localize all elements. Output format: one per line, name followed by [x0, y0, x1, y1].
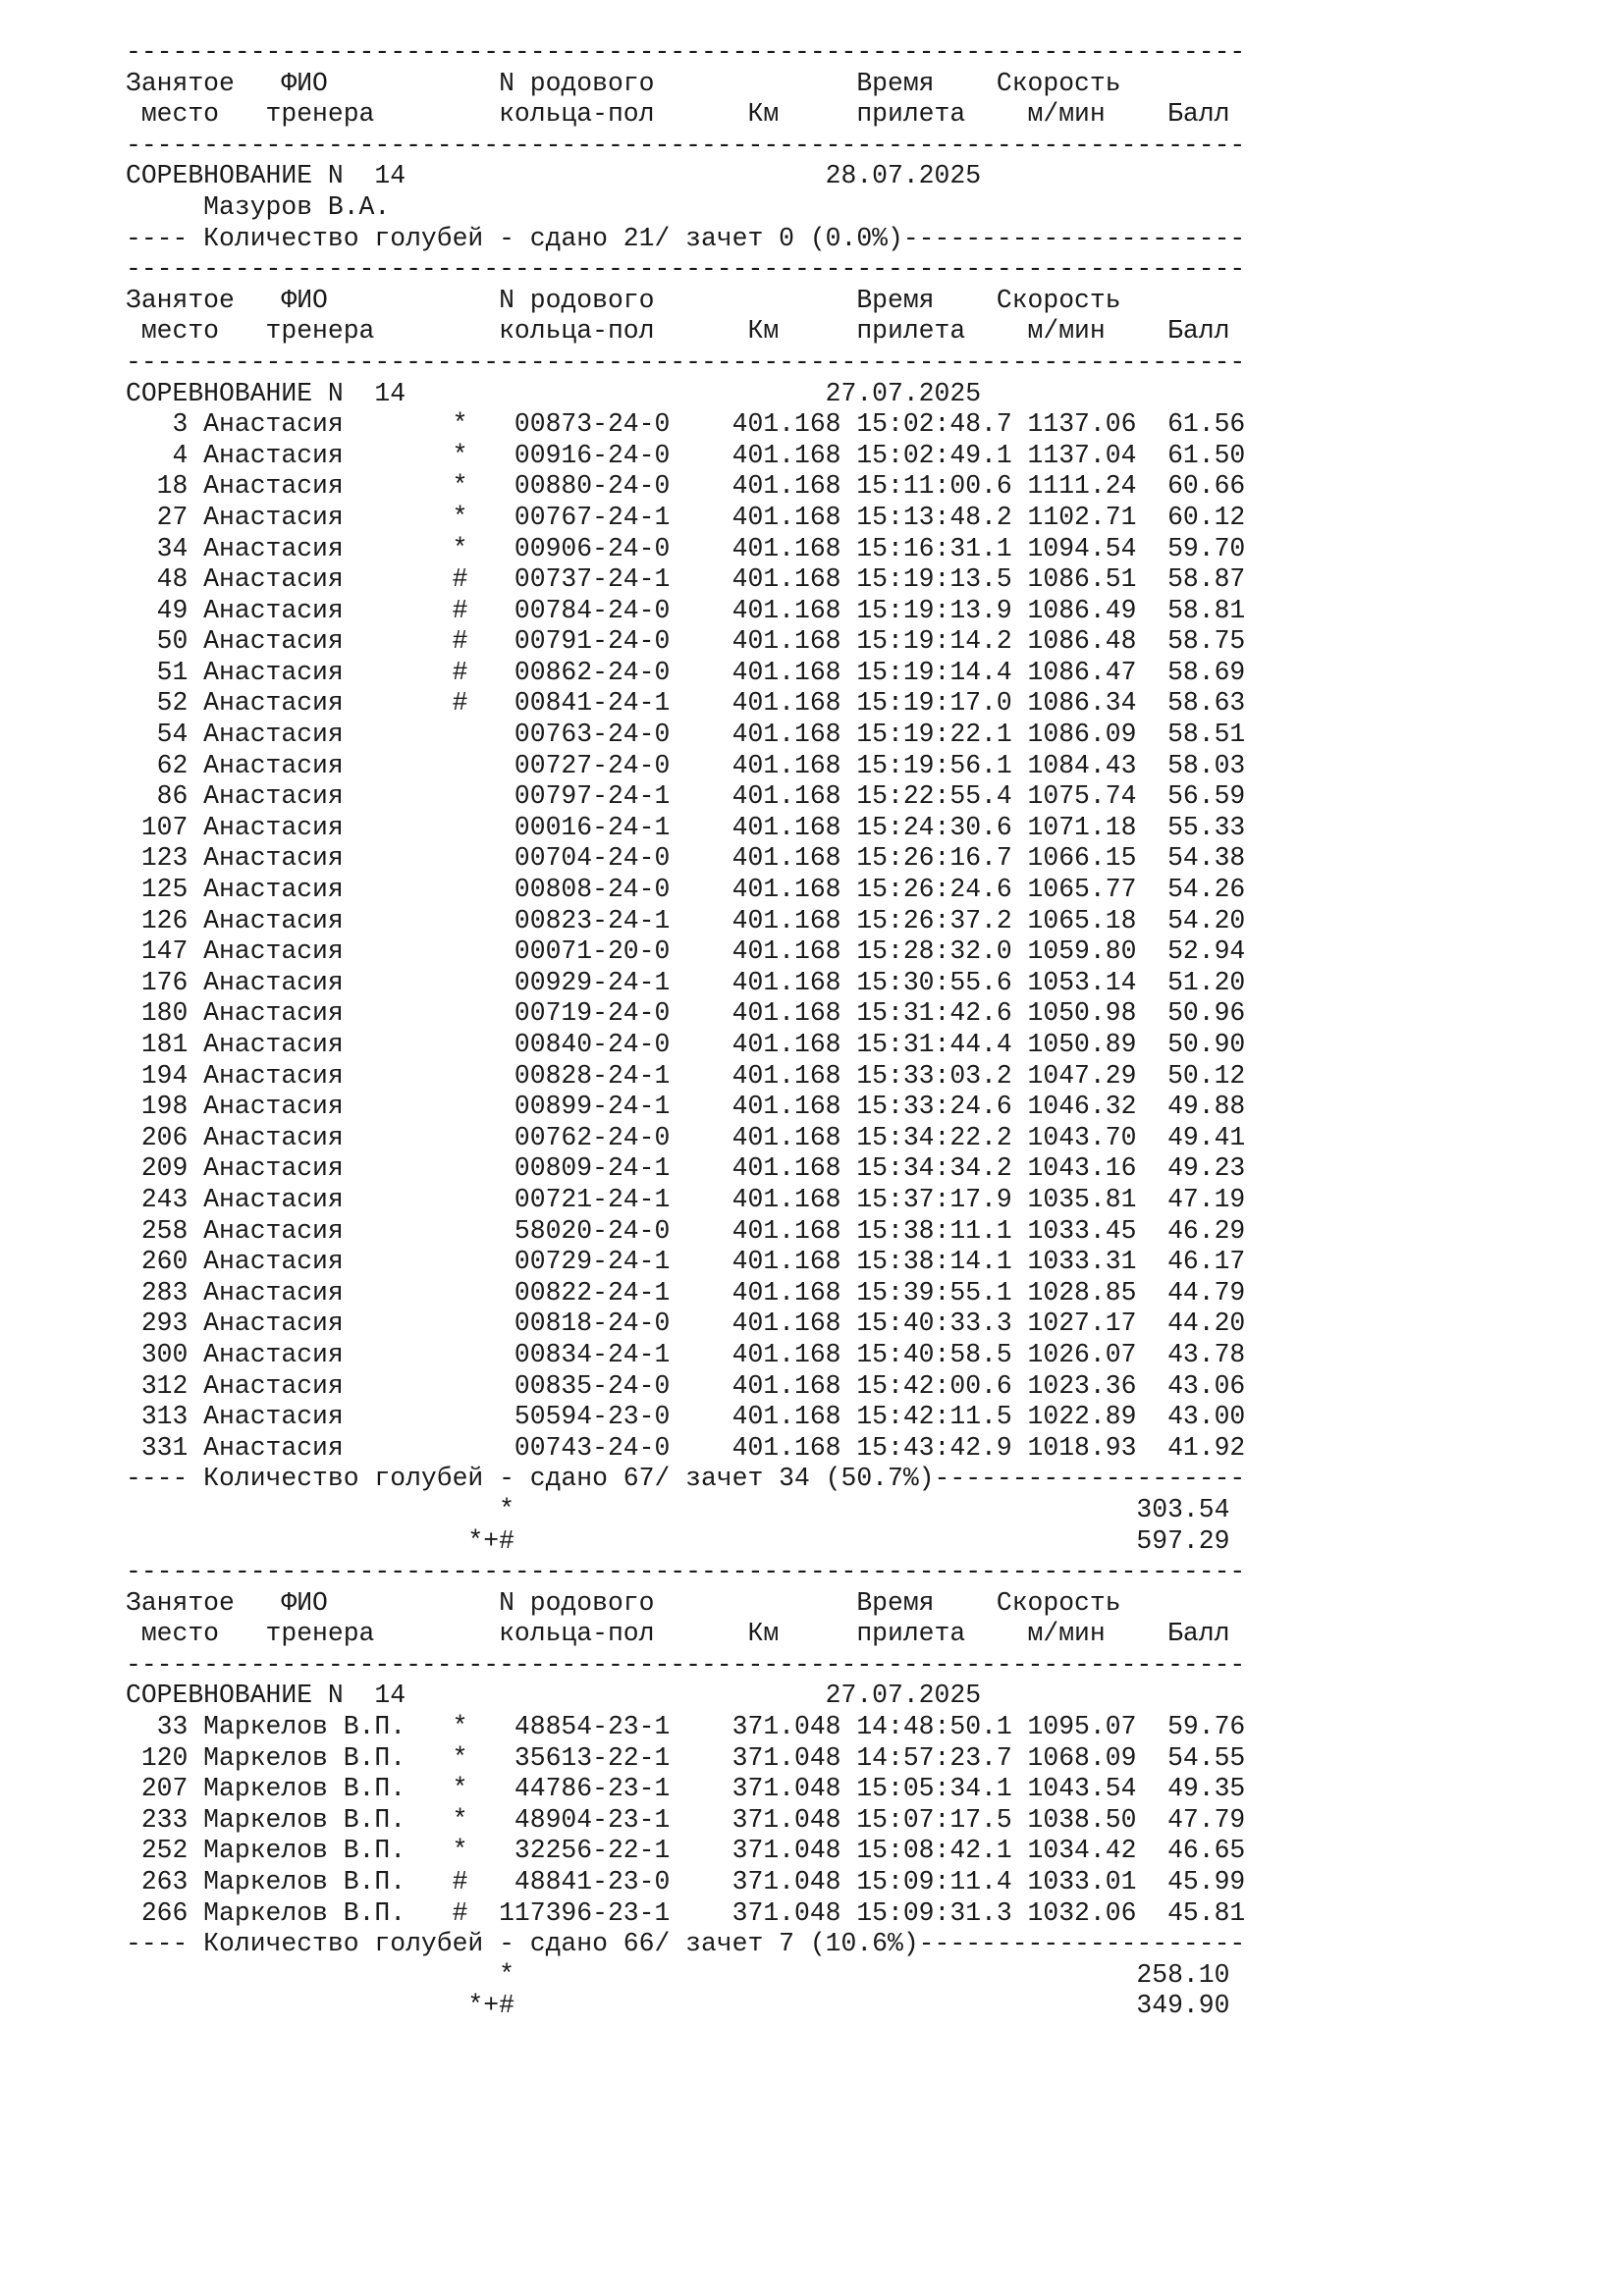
table-row: 126 Анастасия 00823-24-1 401.168 15:26:37.2 1065.18 54.20: [126, 905, 1246, 935]
table-row: 293 Анастасия 00818-24-0 401.168 15:40:33.3 1027.17 44.20: [126, 1308, 1246, 1339]
table-row: 33 Маркелов В.П. * 48854-23-1 371.048 14:48:50.1 1095.07 59.76: [126, 1712, 1246, 1742]
table-row: 107 Анастасия 00016-24-1 401.168 15:24:30.6 1071.18 55.33: [126, 812, 1246, 842]
table-row: 207 Маркелов В.П. * 44786-23-1 371.048 15:05:34.1 1043.54 49.35: [126, 1774, 1246, 1804]
table-row: 176 Анастасия 00929-24-1 401.168 15:30:55.6 1053.14 51.20: [126, 967, 1246, 997]
column-header-line-1: Занятое ФИО N родового Время Скорость: [126, 68, 1121, 98]
table-row: 49 Анастасия # 00784-24-0 401.168 15:19:13.9 1086.49 58.81: [126, 595, 1246, 625]
table-row: 48 Анастасия # 00737-24-1 401.168 15:19:13.5 1086.51 58.87: [126, 564, 1246, 595]
table-row: 180 Анастасия 00719-24-0 401.168 15:31:42.6 1050.98 50.96: [126, 998, 1246, 1029]
table-row: 52 Анастасия # 00841-24-1 401.168 15:19:17.0 1086.34 58.63: [126, 688, 1246, 719]
table-row: 86 Анастасия 00797-24-1 401.168 15:22:55.4 1075.74 56.59: [126, 781, 1246, 812]
table-row: 243 Анастасия 00721-24-1 401.168 15:37:17.9 1035.81 47.19: [126, 1184, 1246, 1214]
divider-line: ------------------------------------------------------------------------: [126, 1649, 1246, 1680]
divider-line: ------------------------------------------------------------------------: [126, 1557, 1246, 1587]
table-row: 233 Маркелов В.П. * 48904-23-1 371.048 15:07:17.5 1038.50 47.79: [126, 1804, 1246, 1835]
table-row: 3 Анастасия * 00873-24-0 401.168 15:02:48.7 1137.06 61.56: [126, 409, 1246, 440]
section-summary-line: ---- Количество голубей - сдано 21/ зачет 0 (0.0%)----------------------: [126, 223, 1246, 253]
table-row: 258 Анастасия 58020-24-0 401.168 15:38:11.1 1033.45 46.29: [126, 1215, 1246, 1246]
divider-line: ------------------------------------------------------------------------: [126, 37, 1246, 67]
table-row: 312 Анастасия 00835-24-0 401.168 15:42:00.6 1023.36 43.06: [126, 1370, 1246, 1401]
table-row: 62 Анастасия 00727-24-0 401.168 15:19:56.1 1084.43 58.03: [126, 750, 1246, 780]
table-row: 27 Анастасия * 00767-24-1 401.168 15:13:48.2 1102.71 60.12: [126, 502, 1246, 532]
table-row: 206 Анастасия 00762-24-0 401.168 15:34:22.2 1043.70 49.41: [126, 1122, 1246, 1152]
section-summary-line: * 258.10: [126, 1959, 1230, 1990]
table-row: 51 Анастасия # 00862-24-0 401.168 15:19:14.4 1086.47 58.69: [126, 657, 1246, 687]
section-summary-line: ---- Количество голубей - сдано 67/ зачет 34 (50.7%)--------------------: [126, 1464, 1246, 1494]
table-row: 283 Анастасия 00822-24-1 401.168 15:39:55.1 1028.85 44.79: [126, 1277, 1246, 1308]
table-row: 181 Анастасия 00840-24-0 401.168 15:31:44.4 1050.89 50.90: [126, 1030, 1246, 1059]
results-report: [126, 37, 1245, 2022]
table-row: 198 Анастасия 00899-24-1 401.168 15:33:24.6 1046.32 49.88: [126, 1092, 1246, 1122]
section-summary-line: * 303.54: [126, 1494, 1230, 1524]
table-row: 147 Анастасия 00071-20-0 401.168 15:28:32.0 1059.80 52.94: [126, 936, 1246, 967]
table-row: 263 Маркелов В.П. # 48841-23-0 371.048 15:09:11.4 1033.01 45.99: [126, 1867, 1246, 1897]
divider-line: ------------------------------------------------------------------------: [126, 130, 1246, 160]
table-row: 18 Анастасия * 00880-24-0 401.168 15:11:00.6 1111.24 60.66: [126, 471, 1246, 502]
table-row: 194 Анастасия 00828-24-1 401.168 15:33:03.2 1047.29 50.12: [126, 1060, 1246, 1091]
table-row: 120 Маркелов В.П. * 35613-22-1 371.048 14:57:23.7 1068.09 54.55: [126, 1742, 1246, 1773]
competition-title: СОРЕВНОВАНИЕ N 14 27.07.2025: [126, 1681, 982, 1711]
column-header-line-1: Занятое ФИО N родового Время Скорость: [126, 285, 1121, 315]
table-row: 123 Анастасия 00704-24-0 401.168 15:26:16.7 1066.15 54.38: [126, 843, 1246, 874]
table-row: 331 Анастасия 00743-24-0 401.168 15:43:42.9 1018.93 41.92: [126, 1432, 1246, 1463]
table-row: 209 Анастасия 00809-24-1 401.168 15:34:34.2 1043.16 49.23: [126, 1153, 1246, 1184]
table-row: 300 Анастасия 00834-24-1 401.168 15:40:58.5 1026.07 43.78: [126, 1339, 1246, 1369]
table-row: 313 Анастасия 50594-23-0 401.168 15:42:11.5 1022.89 43.00: [126, 1402, 1246, 1432]
section-summary-line: ---- Количество голубей - сдано 66/ зачет 7 (10.6%)---------------------: [126, 1929, 1246, 1959]
section-summary-line: *+# 597.29: [126, 1525, 1230, 1556]
table-row: 34 Анастасия * 00906-24-0 401.168 15:16:31.1 1094.54 59.70: [126, 533, 1246, 563]
table-row: 54 Анастасия 00763-24-0 401.168 15:19:22.1 1086.09 58.51: [126, 720, 1246, 750]
table-row: 50 Анастасия # 00791-24-0 401.168 15:19:14.2 1086.48 58.75: [126, 626, 1246, 657]
competition-title: СОРЕВНОВАНИЕ N 14 28.07.2025: [126, 161, 982, 191]
table-row: 252 Маркелов В.П. * 32256-22-1 371.048 15:08:42.1 1034.42 46.65: [126, 1836, 1246, 1866]
table-row: 266 Маркелов В.П. # 117396-23-1 371.048 15:09:31.3 1032.06 45.81: [126, 1897, 1246, 1928]
competition-title: СОРЕВНОВАНИЕ N 14 27.07.2025: [126, 378, 982, 408]
column-header-line-2: место тренера кольца-пол Км прилета м/мин Балл: [126, 1619, 1230, 1649]
section-summary-line: Мазуров В.А.: [126, 191, 391, 222]
table-row: 125 Анастасия 00808-24-0 401.168 15:26:24.6 1065.77 54.26: [126, 875, 1246, 905]
table-row: 260 Анастасия 00729-24-1 401.168 15:38:14.1 1033.31 46.17: [126, 1247, 1246, 1277]
column-header-line-2: место тренера кольца-пол Км прилета м/мин Балл: [126, 316, 1230, 347]
divider-line: ------------------------------------------------------------------------: [126, 347, 1246, 377]
section-summary-line: *+# 349.90: [126, 1991, 1230, 2021]
table-row: 4 Анастасия * 00916-24-0 401.168 15:02:49.1 1137.04 61.50: [126, 440, 1246, 470]
divider-line: ------------------------------------------------------------------------: [126, 254, 1246, 285]
column-header-line-1: Занятое ФИО N родового Время Скорость: [126, 1587, 1121, 1618]
column-header-line-2: место тренера кольца-пол Км прилета м/мин Балл: [126, 99, 1230, 130]
